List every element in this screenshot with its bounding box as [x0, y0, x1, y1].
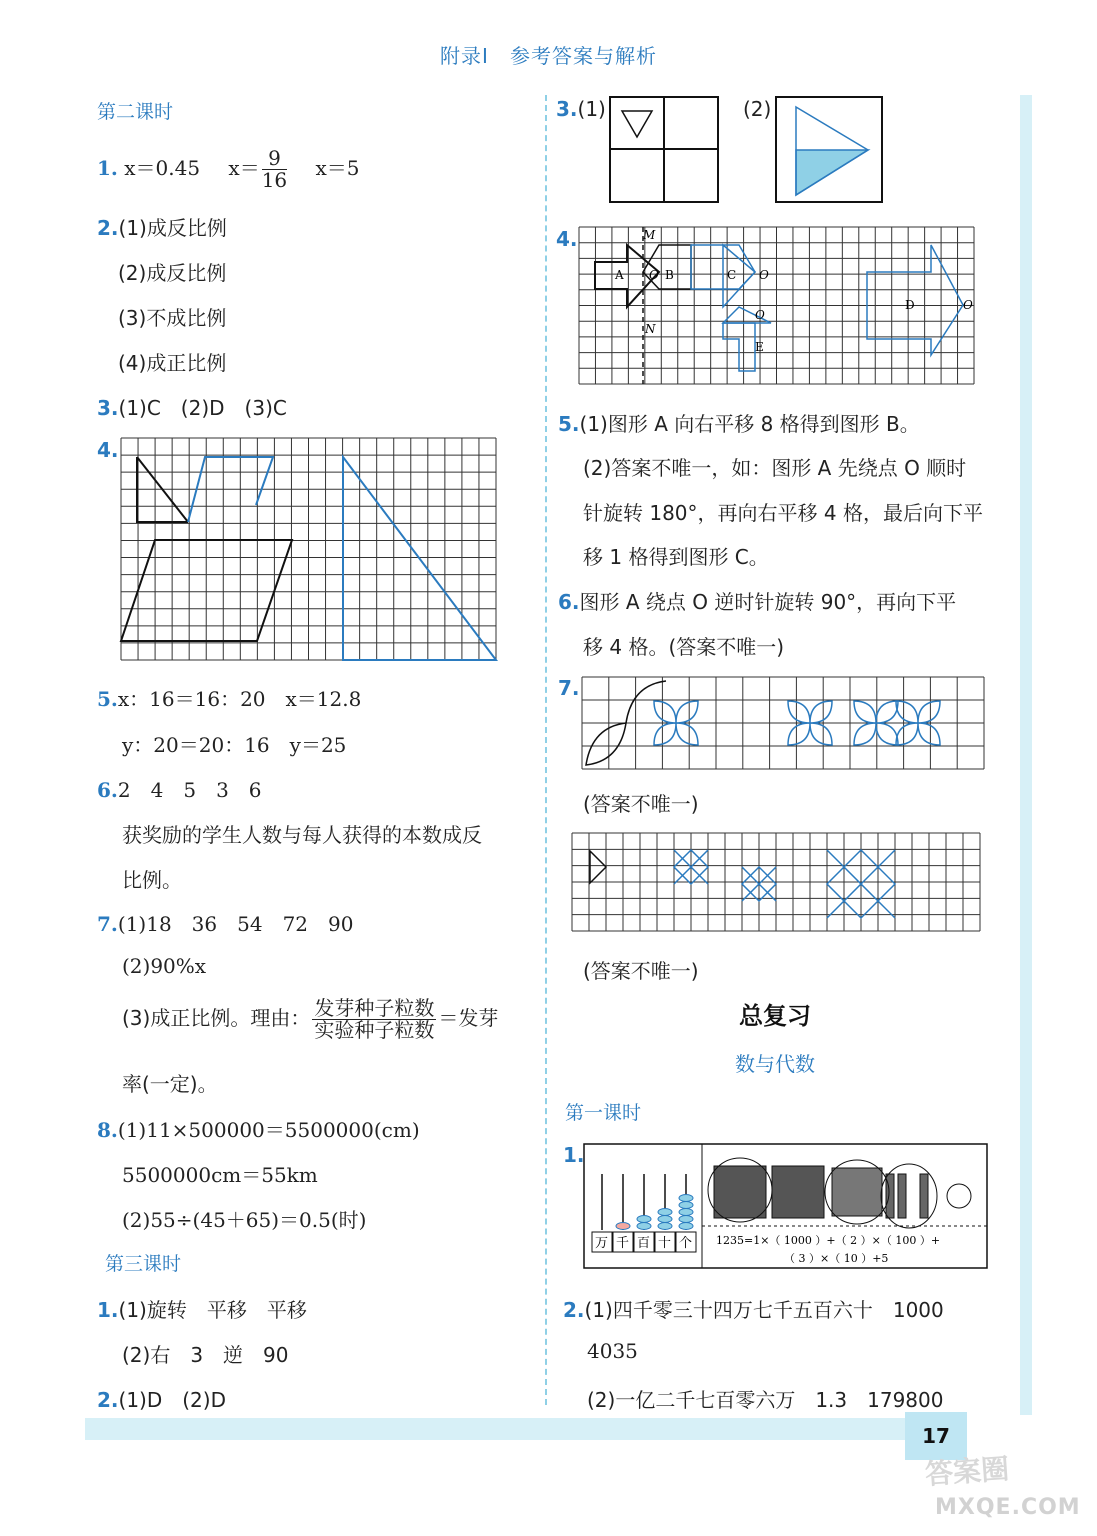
lesson-3-heading: 第三课时: [105, 1253, 182, 1275]
q8-calc-2: 5500000cm＝55km: [122, 1163, 318, 1187]
q7-values: (1)18 36 54 72 90: [117, 912, 354, 936]
leaf-shape: [586, 723, 626, 765]
abacus-bead: [679, 1195, 693, 1202]
label-d: D: [905, 298, 915, 312]
r-q4-label: [556, 227, 578, 251]
r-q5-answer-4: 移 1 格得到图形 C。: [583, 545, 769, 569]
r-q5-answer-2: (2)答案不唯一，如：图形 A 先绕点 O 顺时: [583, 456, 967, 480]
place-label: 千: [616, 1236, 630, 1251]
shape-d: [867, 245, 963, 355]
q7-expression: (2)90%x: [122, 954, 207, 978]
q6-explanation-2: 比例。: [122, 868, 182, 892]
place-label: 万: [595, 1236, 609, 1251]
q1-line: [97, 148, 360, 191]
q1-fraction: [262, 148, 287, 191]
r-r2-answer-3: (2)一亿二千七百零六万 1.3 179800: [587, 1388, 944, 1412]
q4-transform-grid: [579, 227, 974, 384]
q2-item: (3)不成比例: [118, 306, 227, 330]
label-o: O: [759, 268, 769, 282]
r-q3-label: [556, 97, 606, 121]
q1-answer-c: x＝5: [315, 156, 360, 180]
q6-explanation-1: 获奖励的学生人数与每人获得的本数成反: [122, 823, 482, 847]
q1-answer-b-prefix: x＝: [228, 156, 260, 180]
r-q5-line-1: [558, 408, 920, 437]
q7-reason-end: 率(一定)。: [122, 1072, 218, 1096]
q4-label: [97, 438, 119, 462]
label-n: N: [645, 322, 656, 336]
q8-line-1: [97, 1114, 420, 1143]
watermark-url: MXQE.COM: [935, 1495, 1081, 1520]
label-o: O: [649, 268, 659, 282]
q7-fraction-denominator: 实验种子粒数: [314, 1018, 435, 1042]
watermark-logo: 答案圈: [924, 1452, 1011, 1491]
abacus-bead: [679, 1223, 693, 1230]
lesson3-q2-answer: (1)D (2)D: [118, 1388, 226, 1412]
abacus-bead: [679, 1209, 693, 1216]
review-subtitle: 数与代数: [735, 1052, 815, 1076]
r-r2-answer-1: (1)四千零三十四万七千五百六十 1000: [584, 1298, 944, 1322]
r-q6-line-1: [558, 586, 956, 615]
q7-reason-line: [122, 998, 498, 1041]
q1-number: 1.: [97, 156, 118, 180]
triangle-shape: [622, 111, 652, 137]
r-q7-note-1: (答案不唯一): [583, 792, 699, 816]
q6-number: 6.: [97, 778, 118, 802]
r-q5-answer-3: 针旋转 180°，再向右平移 4 格，最后向下平: [583, 501, 983, 525]
r-q5-answer-1: (1)图形 A 向右平移 8 格得到图形 B。: [579, 412, 920, 436]
q7-number: 7.: [97, 912, 118, 936]
q7-line-1: [97, 908, 353, 937]
label-c: C: [727, 268, 737, 282]
q2-item: (2)成反比例: [118, 261, 227, 285]
q7-fraction: [312, 998, 436, 1041]
place-label: 十: [658, 1236, 672, 1251]
bottom-decor-band: [85, 1418, 920, 1440]
q5-equation-1: x：16＝16：20 x＝12.8: [117, 687, 362, 711]
lesson3-q1-number: 1.: [97, 1298, 119, 1322]
q7-reason-suffix: ＝发芽: [438, 1006, 499, 1030]
abacus-bead: [637, 1216, 651, 1223]
r-r1-label: [563, 1143, 585, 1167]
q7-pattern-grid-2: [572, 833, 980, 931]
abacus-bead: [658, 1223, 672, 1230]
page-number: 17: [905, 1412, 967, 1460]
r-q6-number: 6.: [558, 590, 580, 614]
q4-grid-figure: [121, 438, 496, 660]
r-q3-part1: (1): [577, 97, 606, 121]
abacus: [592, 1174, 696, 1252]
q3-part1-figure: [610, 97, 720, 204]
label-o: O: [963, 298, 973, 312]
abacus-bead: [658, 1216, 672, 1223]
q1-answer-a: x＝0.45: [124, 156, 201, 180]
r-q4-number: 4.: [556, 227, 578, 251]
abacus-bead: [637, 1223, 651, 1230]
lesson-1-heading: 第一课时: [565, 1102, 642, 1124]
r-q7-number: 7.: [558, 676, 580, 700]
review-title: 总复习: [739, 1002, 811, 1030]
label-m: M: [643, 228, 656, 242]
q1-fraction-numerator: 9: [262, 148, 287, 170]
lesson3-q1-answer-2: (2)右 3 逆 90: [122, 1343, 289, 1367]
lesson3-q2-line: [97, 1384, 226, 1413]
triangle-shape: [590, 851, 606, 883]
lesson3-q2-number: 2.: [97, 1388, 119, 1412]
q2-number: 2.: [97, 216, 119, 240]
q5-number: 5.: [97, 687, 118, 711]
r-q6-answer-1: 图形 A 绕点 O 逆时针旋转 90°，再向下平: [579, 590, 957, 614]
q5-line-1: [97, 683, 361, 712]
lesson-2-heading: 第二课时: [97, 101, 174, 123]
abacus-bead: [658, 1209, 672, 1216]
q3-line: [97, 392, 287, 421]
abacus-bead: [679, 1202, 693, 1209]
q8-calc-3: (2)55÷(45＋65)＝0.5(时): [122, 1208, 367, 1232]
place-value-figure: [584, 1144, 989, 1270]
q2-item: (4)成正比例: [118, 351, 227, 375]
right-decor-band: [1020, 95, 1032, 1415]
q7-pattern-grid-1: [582, 677, 984, 769]
column-divider: [545, 95, 547, 1405]
abacus-bead: [679, 1216, 693, 1223]
r-r2-answer-2: 4035: [587, 1339, 638, 1363]
lesson3-q1-answer-1: (1)旋转 平移 平移: [118, 1298, 307, 1322]
page-header: 附录Ⅰ 参考答案与解析: [440, 44, 657, 68]
block-cubes: [708, 1158, 971, 1228]
q8-number: 8.: [97, 1118, 118, 1142]
label-o: O: [755, 308, 765, 322]
label-e: E: [755, 340, 764, 354]
r-r2-line-1: [563, 1294, 944, 1323]
label-b: B: [665, 268, 674, 282]
r-q7-note-2: (答案不唯一): [583, 959, 699, 983]
q4-number: 4.: [97, 438, 119, 462]
r-r1-number: 1.: [563, 1143, 585, 1167]
r-q7-label: [558, 676, 580, 700]
q8-calc-1: (1)11×500000＝5500000(cm): [117, 1118, 420, 1142]
q3-part2-figure: [776, 97, 884, 204]
place-label: 个: [679, 1236, 693, 1251]
q3-number: 3.: [97, 396, 119, 420]
place-label: 百: [637, 1236, 651, 1251]
r-q3-number: 3.: [556, 97, 578, 121]
q3-answer: (1)C (2)D (3)C: [118, 396, 287, 420]
place-value-formula-1: 1235=1×（ 1000 ）+（ 2 ）×（ 100 ）+: [716, 1234, 941, 1247]
q7-reason-prefix: (3)成正比例。理由：: [122, 1006, 311, 1030]
q5-equation-2: y：20＝20：16 y＝25: [122, 733, 347, 757]
q2-item: (1)成反比例: [118, 216, 227, 240]
r-q6-answer-2: 移 4 格。(答案不唯一): [583, 635, 785, 659]
label-a: A: [615, 268, 624, 282]
r-q5-number: 5.: [558, 412, 580, 436]
lesson3-q1-line-1: [97, 1294, 307, 1323]
shape-e: [723, 323, 755, 371]
q6-values: 2 4 5 3 6: [117, 778, 262, 802]
place-value-formula-2: （ 3 ）×（ 10 ）+5: [784, 1252, 889, 1265]
abacus-bead: [616, 1223, 630, 1230]
q1-fraction-denominator: 16: [261, 168, 288, 192]
triangle-answer: [343, 457, 496, 660]
r-r2-number: 2.: [563, 1298, 585, 1322]
q7-fraction-numerator: 发芽种子粒数: [314, 996, 435, 1020]
q6-line-1: [97, 774, 262, 803]
q2-line-1: [97, 212, 227, 241]
r-q3-part2: (2): [743, 97, 772, 121]
